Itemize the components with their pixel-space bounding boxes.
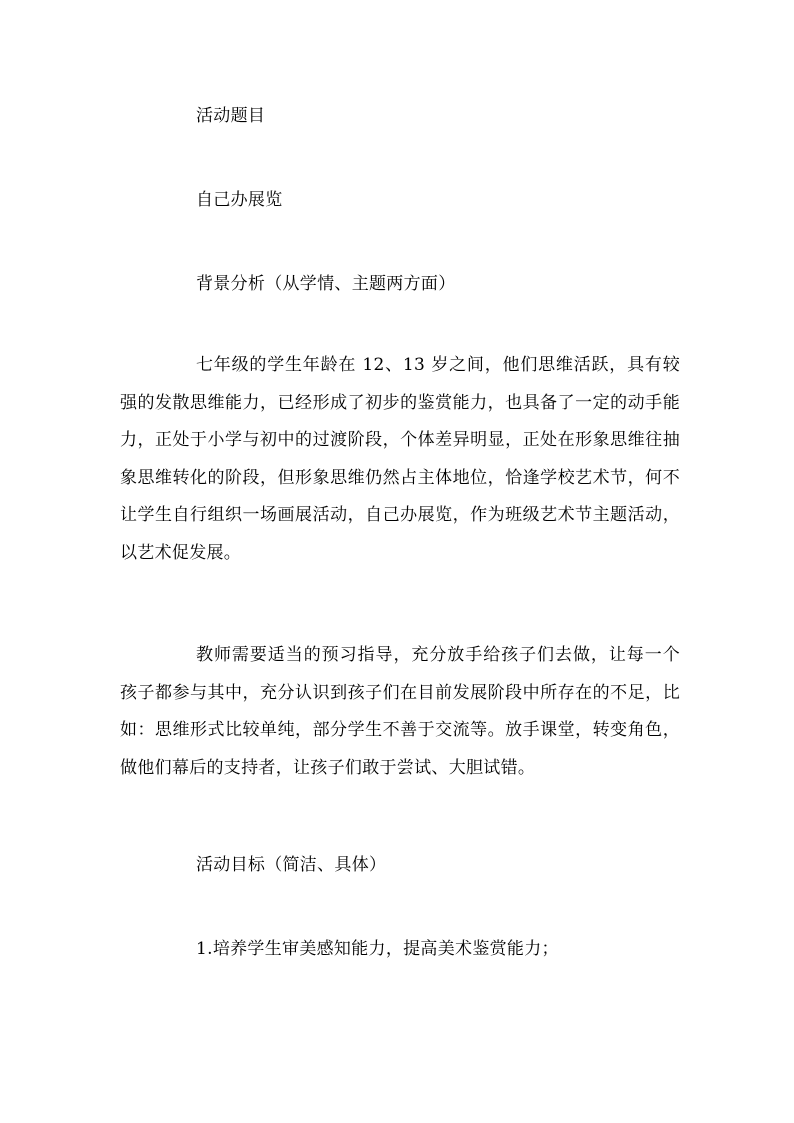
- heading-background: 背景分析（从学情、主题两方面）: [196, 274, 456, 294]
- goal-item-1: 1.培养学生审美感知能力，提高美术鉴赏能力；: [196, 939, 559, 959]
- background-paragraph-1: 七年级的学生年龄在 12、13 岁之间，他们思维活跃，具有较强的发散思维能力，已经形成了初步的鉴赏能力，也具备了一定的动手能力，正处于小学与初中的过渡阶段，个体差异明显，正处在形象思维往抽象思维转化的阶段，但形象思维仍然占主体地位，恰逢学校艺术节，何不让学生自行组织一场画展活动，自己办展览，作为班级艺术节主题活动，以艺术促发展。: [120, 355, 680, 563]
- heading-goals: 活动目标（简洁、具体）: [196, 855, 387, 875]
- heading-activity-title: 活动题目: [196, 106, 266, 126]
- background-paragraph-2: 教师需要适当的预习指导，充分放手给孩子们去做，让每一个孩子都参与其中，充分认识到孩子们在目前发展阶段中所存在的不足，比如：思维形式比较单纯，部分学生不善于交流等。放手课堂，转变角色，做他们幕后的支持者，让孩子们敢于尝试、大胆试错。: [120, 645, 680, 778]
- activity-name: 自己办展览: [196, 190, 283, 210]
